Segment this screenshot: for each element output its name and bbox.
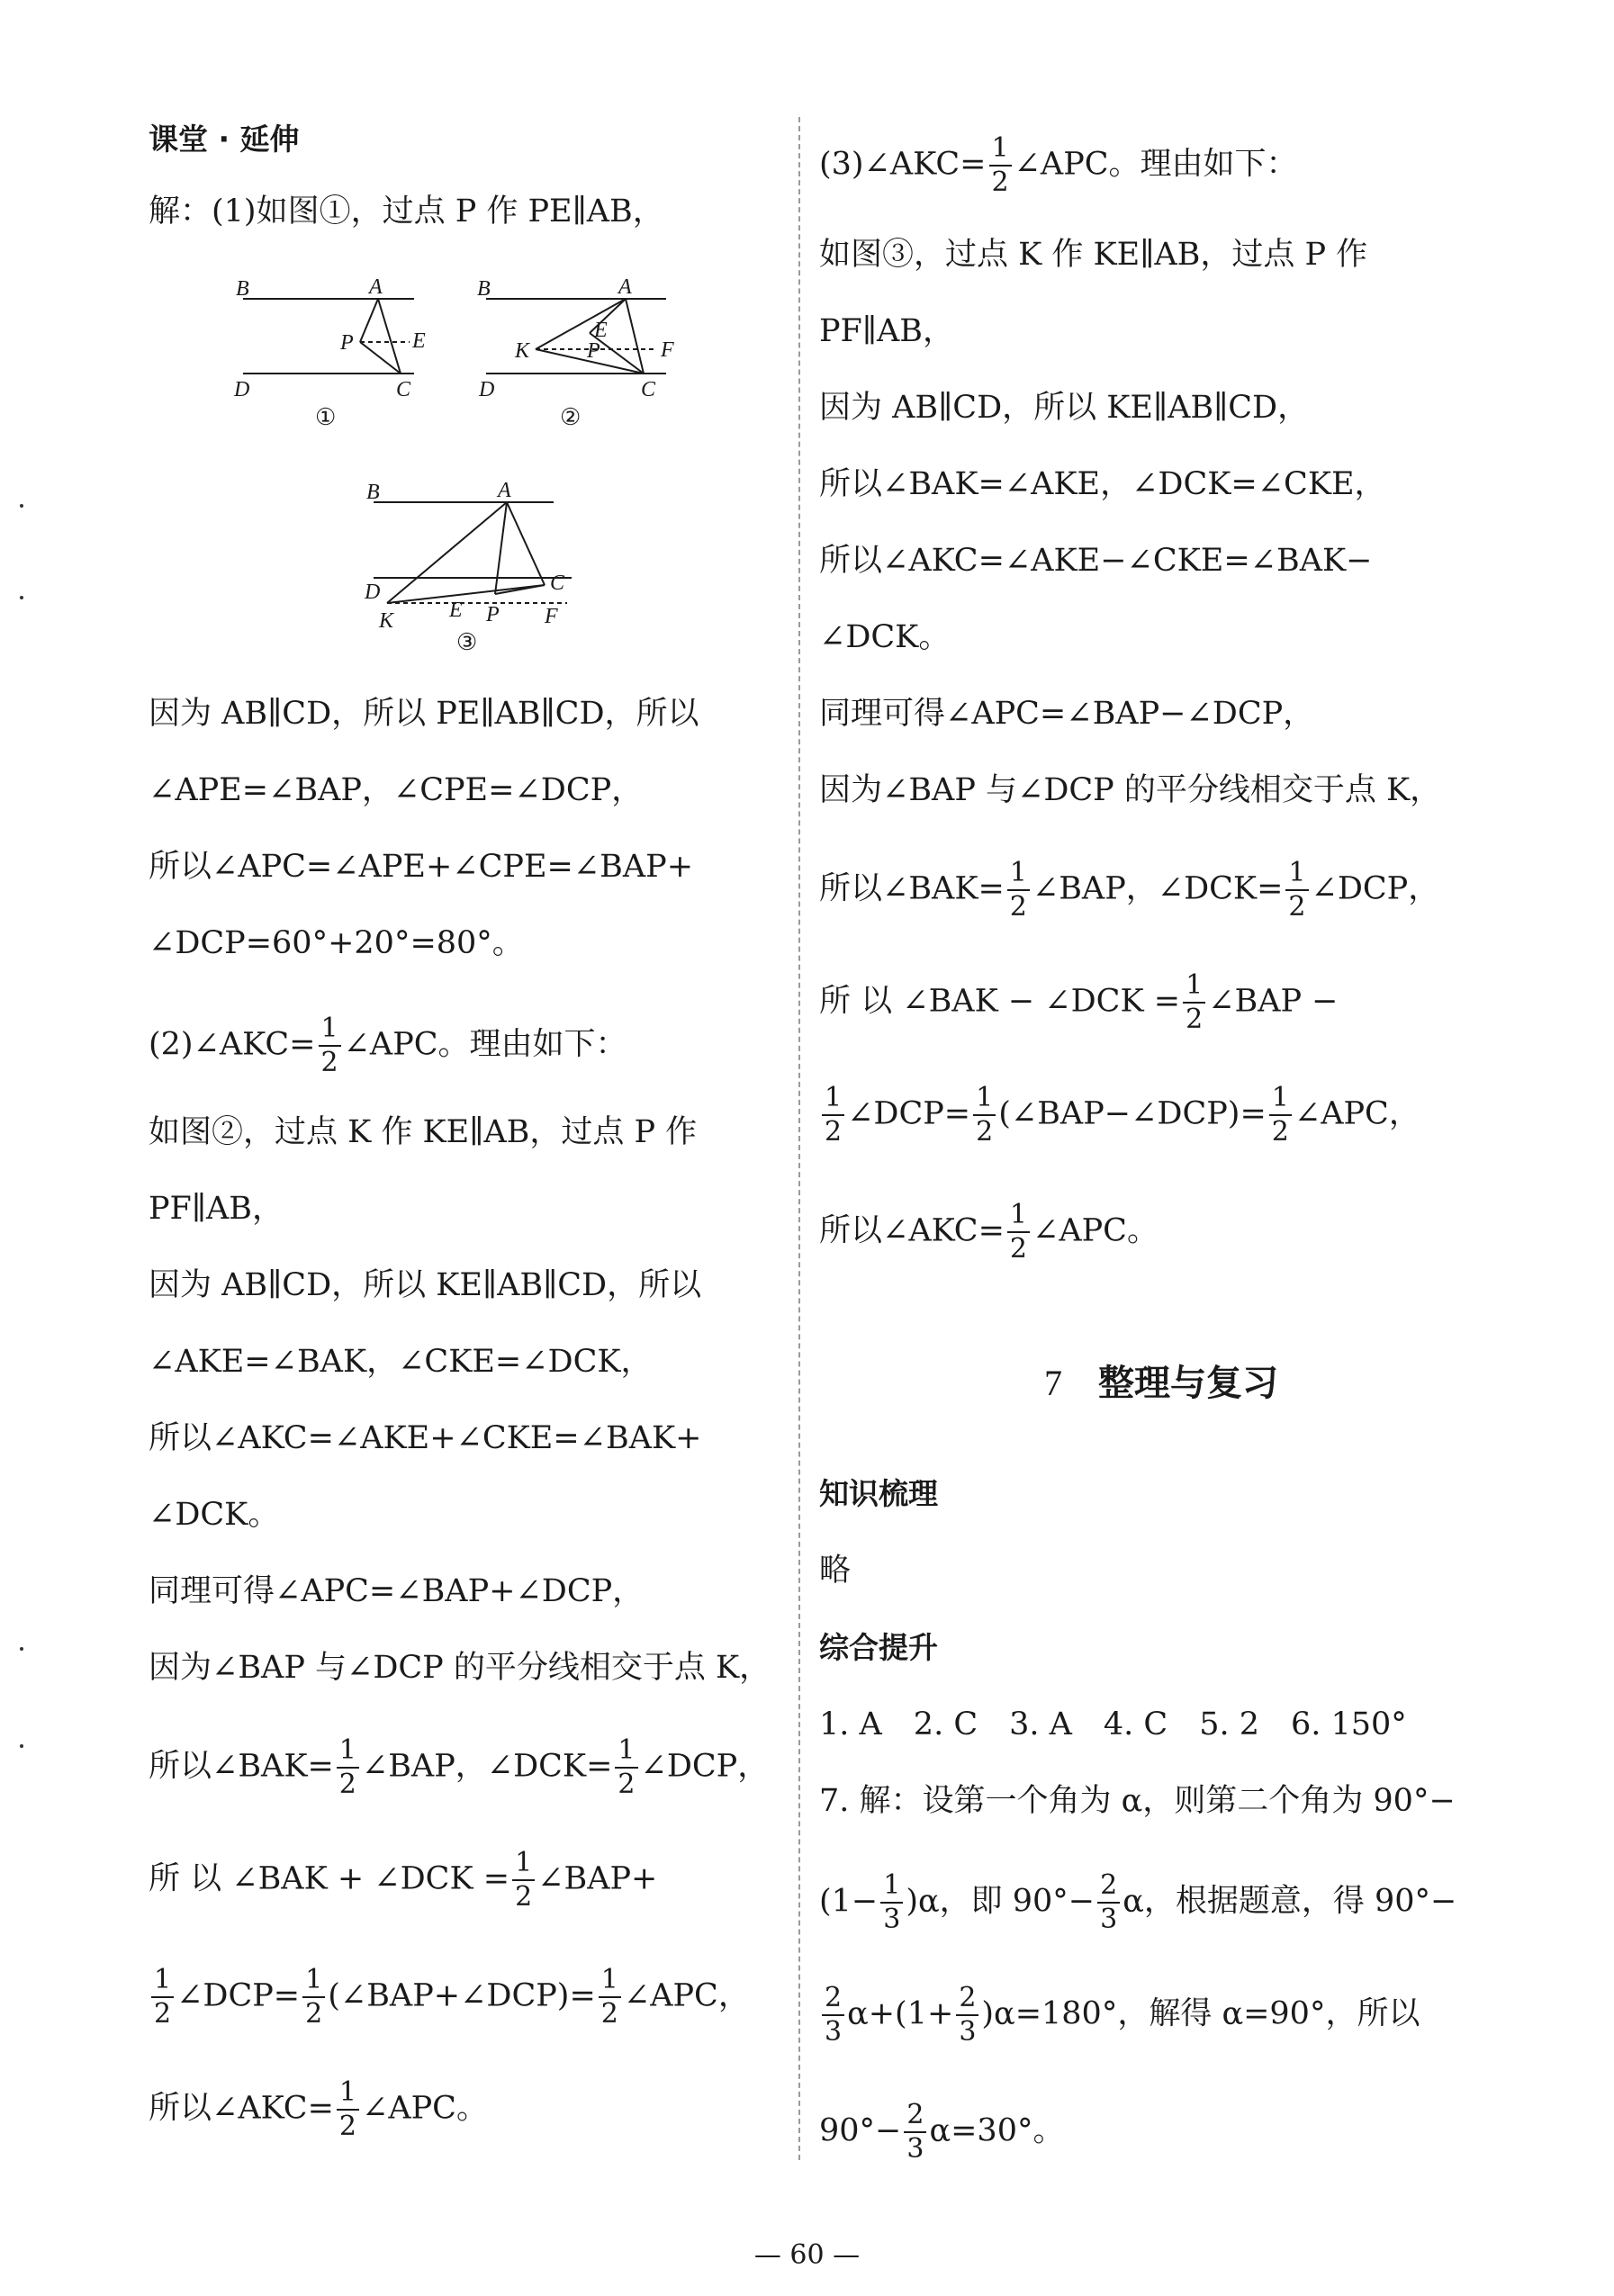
fig2-label-d: D xyxy=(479,378,495,401)
text: 90°− xyxy=(819,2112,902,2149)
text: (1− xyxy=(819,1883,879,1920)
fraction-half xyxy=(615,1734,637,1800)
chapter-number: 7 xyxy=(1044,1363,1062,1403)
fraction-half xyxy=(599,1964,621,2030)
solution-line-17 xyxy=(149,1964,750,2030)
solution-line-1: 解：(1)如图①，过点 P 作 PE∥AB， xyxy=(149,194,664,230)
fig1-caption: ① xyxy=(315,404,337,430)
denominator: 2 xyxy=(1186,1004,1204,1035)
fraction-half xyxy=(151,1964,174,2030)
fraction-half xyxy=(319,1015,341,1076)
text: ∠BAP+ xyxy=(537,1860,658,1897)
part3-line-8: 同理可得∠APC=∠BAP−∠DCP， xyxy=(819,696,1315,732)
section-knowledge: 知识梳理 xyxy=(819,1476,938,1511)
solution-line-13: 同理可得∠APC=∠BAP+∠DCP， xyxy=(149,1573,645,1609)
text: (3)∠AKC= xyxy=(819,146,987,183)
fraction-half xyxy=(337,2076,359,2142)
denominator: 3 xyxy=(906,2133,924,2165)
numerator: 2 xyxy=(956,1985,978,2016)
denominator: 2 xyxy=(305,1998,323,2030)
part3-line-11 xyxy=(819,969,1339,1035)
text: 所以∠AKC= xyxy=(819,1212,1005,1249)
text: 所 以 ∠BAK − ∠DCK = xyxy=(819,983,1181,1020)
fraction-half xyxy=(302,1964,325,2030)
q7-line-1: 7. 解：设第一个角为 α，则第二个角为 90°− xyxy=(819,1783,1456,1819)
denominator: 2 xyxy=(991,167,1009,198)
fig2-label-e: E xyxy=(594,319,608,342)
numerator: 1 xyxy=(1007,860,1030,891)
fraction-half xyxy=(512,1847,535,1913)
text: (∠BAP+∠DCP)= xyxy=(328,1977,596,2014)
fig2-label-a: A xyxy=(618,275,632,299)
numerator: 2 xyxy=(822,1985,844,2016)
part3-line-9: 因为∠BAP 与∠DCP 的平分线相交于点 K， xyxy=(819,772,1442,808)
fraction-half xyxy=(337,1734,359,1800)
fig2-label-p: P xyxy=(587,339,600,363)
chapter-name: 整理与复习 xyxy=(1098,1363,1278,1404)
fig3-label-d: D xyxy=(365,581,381,604)
fig1-label-p: P xyxy=(340,331,354,355)
fig2-caption: ② xyxy=(560,404,582,430)
fraction-third xyxy=(880,1869,903,1935)
numerator: 1 xyxy=(1285,860,1308,891)
denominator: 2 xyxy=(338,1769,356,1800)
denominator: 2 xyxy=(1288,891,1306,923)
text: 所以∠BAK= xyxy=(149,1748,334,1785)
fig3-label-a: A xyxy=(498,479,511,502)
denominator: 2 xyxy=(976,1116,994,1148)
solution-line-14: 因为∠BAP 与∠DCP 的平分线相交于点 K， xyxy=(149,1650,771,1686)
fig3-label-k: K xyxy=(379,609,394,633)
denominator: 3 xyxy=(1100,1904,1118,1935)
section-practice: 综合提升 xyxy=(819,1630,938,1665)
solution-line-8: PF∥AB， xyxy=(149,1191,284,1227)
fig2-label-k: K xyxy=(515,339,530,363)
text: ∠DCP， xyxy=(1311,870,1440,907)
numerator: 1 xyxy=(337,2079,359,2111)
text: ∠APC。 xyxy=(1032,1212,1159,1249)
solution-line-15 xyxy=(149,1734,770,1800)
fraction-two-thirds xyxy=(1097,1869,1120,1935)
denominator: 3 xyxy=(883,1904,901,1935)
solution-line-5: ∠DCP=60°+20°=80°。 xyxy=(149,925,524,961)
solution-line-18 xyxy=(149,2076,488,2142)
numerator: 1 xyxy=(880,1872,903,1904)
numerator: 1 xyxy=(319,1015,341,1047)
fig2-label-b: B xyxy=(477,277,491,301)
text: ∠APC。理由如下： xyxy=(343,1026,627,1063)
fig1-label-c: C xyxy=(396,378,411,401)
numerator: 1 xyxy=(1007,1202,1030,1233)
fraction-half xyxy=(1269,1082,1292,1148)
part3-line-1 xyxy=(819,132,1298,198)
figure-3 xyxy=(356,468,626,657)
fig1-label-e: E xyxy=(412,329,426,353)
text: 所以∠AKC= xyxy=(149,2090,334,2127)
fig2-label-c: C xyxy=(641,378,656,401)
geometry-figures xyxy=(225,270,693,432)
solution-line-2: 因为 AB∥CD，所以 PE∥AB∥CD，所以 xyxy=(149,696,699,732)
denominator: 2 xyxy=(1009,1233,1028,1265)
solution-line-10: ∠AKE=∠BAK，∠CKE=∠DCK， xyxy=(149,1344,653,1380)
text: ∠DCP= xyxy=(847,1095,971,1132)
part3-line-4: 因为 AB∥CD，所以 KE∥AB∥CD， xyxy=(819,390,1310,426)
geometry-figure-3 xyxy=(356,468,626,657)
fig3-label-b: B xyxy=(366,481,380,504)
figures-1-2 xyxy=(225,270,693,432)
solution-line-16 xyxy=(149,1847,658,1913)
numerator: 1 xyxy=(1269,1085,1292,1116)
part3-line-3: PF∥AB， xyxy=(819,313,954,349)
text: ∠DCP， xyxy=(640,1748,770,1785)
fig2-label-f: F xyxy=(661,338,674,362)
fig3-label-f: F xyxy=(545,605,558,628)
numerator: 1 xyxy=(151,1967,174,1998)
fraction-half xyxy=(1007,1199,1030,1265)
fig3-label-c: C xyxy=(550,572,565,595)
part3-line-6: 所以∠AKC=∠AKE−∠CKE=∠BAK− xyxy=(819,543,1373,579)
numerator: 1 xyxy=(989,135,1012,167)
page-number: — 60 — xyxy=(753,2239,861,2271)
solution-line-7: 如图②，过点 K 作 KE∥AB，过点 P 作 xyxy=(149,1114,698,1150)
numerator: 1 xyxy=(599,1967,621,1998)
fraction-half xyxy=(1285,857,1308,923)
text: ∠APC， xyxy=(1294,1095,1420,1132)
numerator: 1 xyxy=(512,1850,535,1881)
text: ∠DCP= xyxy=(176,1977,301,2014)
denominator: 2 xyxy=(338,2111,357,2142)
fig3-caption: ③ xyxy=(456,629,478,655)
part3-line-2: 如图③，过点 K 作 KE∥AB，过点 P 作 xyxy=(819,237,1368,273)
part3-line-12 xyxy=(819,1082,1420,1148)
answers-line: 1. A 2. C 3. A 4. C 5. 2 6. 150° xyxy=(819,1706,1407,1742)
solution-line-12: ∠DCK。 xyxy=(149,1497,280,1533)
fraction-two-thirds xyxy=(822,1982,844,2048)
text: )α=180°，解得 α=90°，所以 xyxy=(981,1995,1420,2032)
text: α+(1+ xyxy=(847,1995,954,2032)
text: α=30°。 xyxy=(929,2112,1065,2149)
fraction-half xyxy=(822,1082,844,1148)
text: ∠BAP − xyxy=(1208,983,1339,1020)
fig1-label-b: B xyxy=(236,277,249,301)
fraction-two-thirds xyxy=(956,1982,978,2048)
part3-line-5: 所以∠BAK=∠AKE，∠DCK=∠CKE， xyxy=(819,466,1386,502)
text: (∠BAP−∠DCP)= xyxy=(998,1095,1267,1132)
denominator: 2 xyxy=(1271,1116,1289,1148)
numerator: 1 xyxy=(337,1737,359,1769)
solution-line-9: 因为 AB∥CD，所以 KE∥AB∥CD，所以 xyxy=(149,1267,702,1303)
numerator: 2 xyxy=(904,2102,926,2133)
fraction-half xyxy=(973,1082,996,1148)
text: α，根据题意，得 90°− xyxy=(1123,1883,1457,1920)
q7-line-3 xyxy=(819,1982,1420,2048)
text: ∠BAP，∠DCK= xyxy=(361,1748,613,1785)
denominator: 3 xyxy=(959,2016,977,2048)
fig1-label-a: A xyxy=(369,275,383,299)
text: ∠BAP，∠DCK= xyxy=(1032,870,1284,907)
section-knowledge-body: 略 xyxy=(819,1553,852,1589)
fig1-label-d: D xyxy=(234,378,250,401)
fraction-half xyxy=(1183,969,1205,1035)
solution-line-3: ∠APE=∠BAP，∠CPE=∠DCP， xyxy=(149,772,644,808)
text: ∠APC。理由如下： xyxy=(1014,146,1298,183)
numerator: 1 xyxy=(973,1085,996,1116)
fig3-label-e: E xyxy=(449,599,463,622)
fraction-half xyxy=(1007,857,1030,923)
fraction-half xyxy=(989,132,1012,198)
numerator: 1 xyxy=(302,1967,325,1998)
denominator: 2 xyxy=(1009,891,1027,923)
fraction-two-thirds xyxy=(904,2099,926,2165)
chapter-title xyxy=(819,1355,1503,1406)
q7-line-4 xyxy=(819,2099,1065,2165)
text: ∠APC， xyxy=(623,1977,750,2014)
q7-line-2 xyxy=(819,1869,1457,1935)
denominator: 2 xyxy=(600,1998,618,2030)
numerator: 2 xyxy=(1097,1872,1120,1904)
denominator: 2 xyxy=(825,1116,843,1148)
denominator: 2 xyxy=(320,1047,338,1078)
column-divider xyxy=(798,117,800,2160)
text: )α，即 90°− xyxy=(906,1883,1096,1920)
denominator: 2 xyxy=(618,1769,636,1800)
text: 所以∠BAK= xyxy=(819,870,1005,907)
numerator: 1 xyxy=(615,1737,637,1769)
solution-line-6 xyxy=(149,1015,627,1076)
denominator: 2 xyxy=(154,1998,172,2030)
text: (2)∠AKC= xyxy=(149,1026,316,1063)
part3-line-10 xyxy=(819,857,1440,923)
solution-line-4: 所以∠APC=∠APE+∠CPE=∠BAP+ xyxy=(149,849,694,885)
numerator: 1 xyxy=(1183,972,1205,1004)
denominator: 2 xyxy=(515,1881,533,1913)
solution-line-11: 所以∠AKC=∠AKE+∠CKE=∠BAK+ xyxy=(149,1420,702,1456)
numerator: 1 xyxy=(822,1085,844,1116)
fig3-label-p: P xyxy=(486,603,500,626)
part3-line-13 xyxy=(819,1199,1159,1265)
section-heading: 课堂 · 延伸 xyxy=(149,122,300,157)
denominator: 3 xyxy=(825,2016,843,2048)
text: 所 以 ∠BAK + ∠DCK = xyxy=(149,1860,510,1897)
text: ∠APC。 xyxy=(362,2090,488,2127)
part3-line-7: ∠DCK。 xyxy=(819,619,951,655)
